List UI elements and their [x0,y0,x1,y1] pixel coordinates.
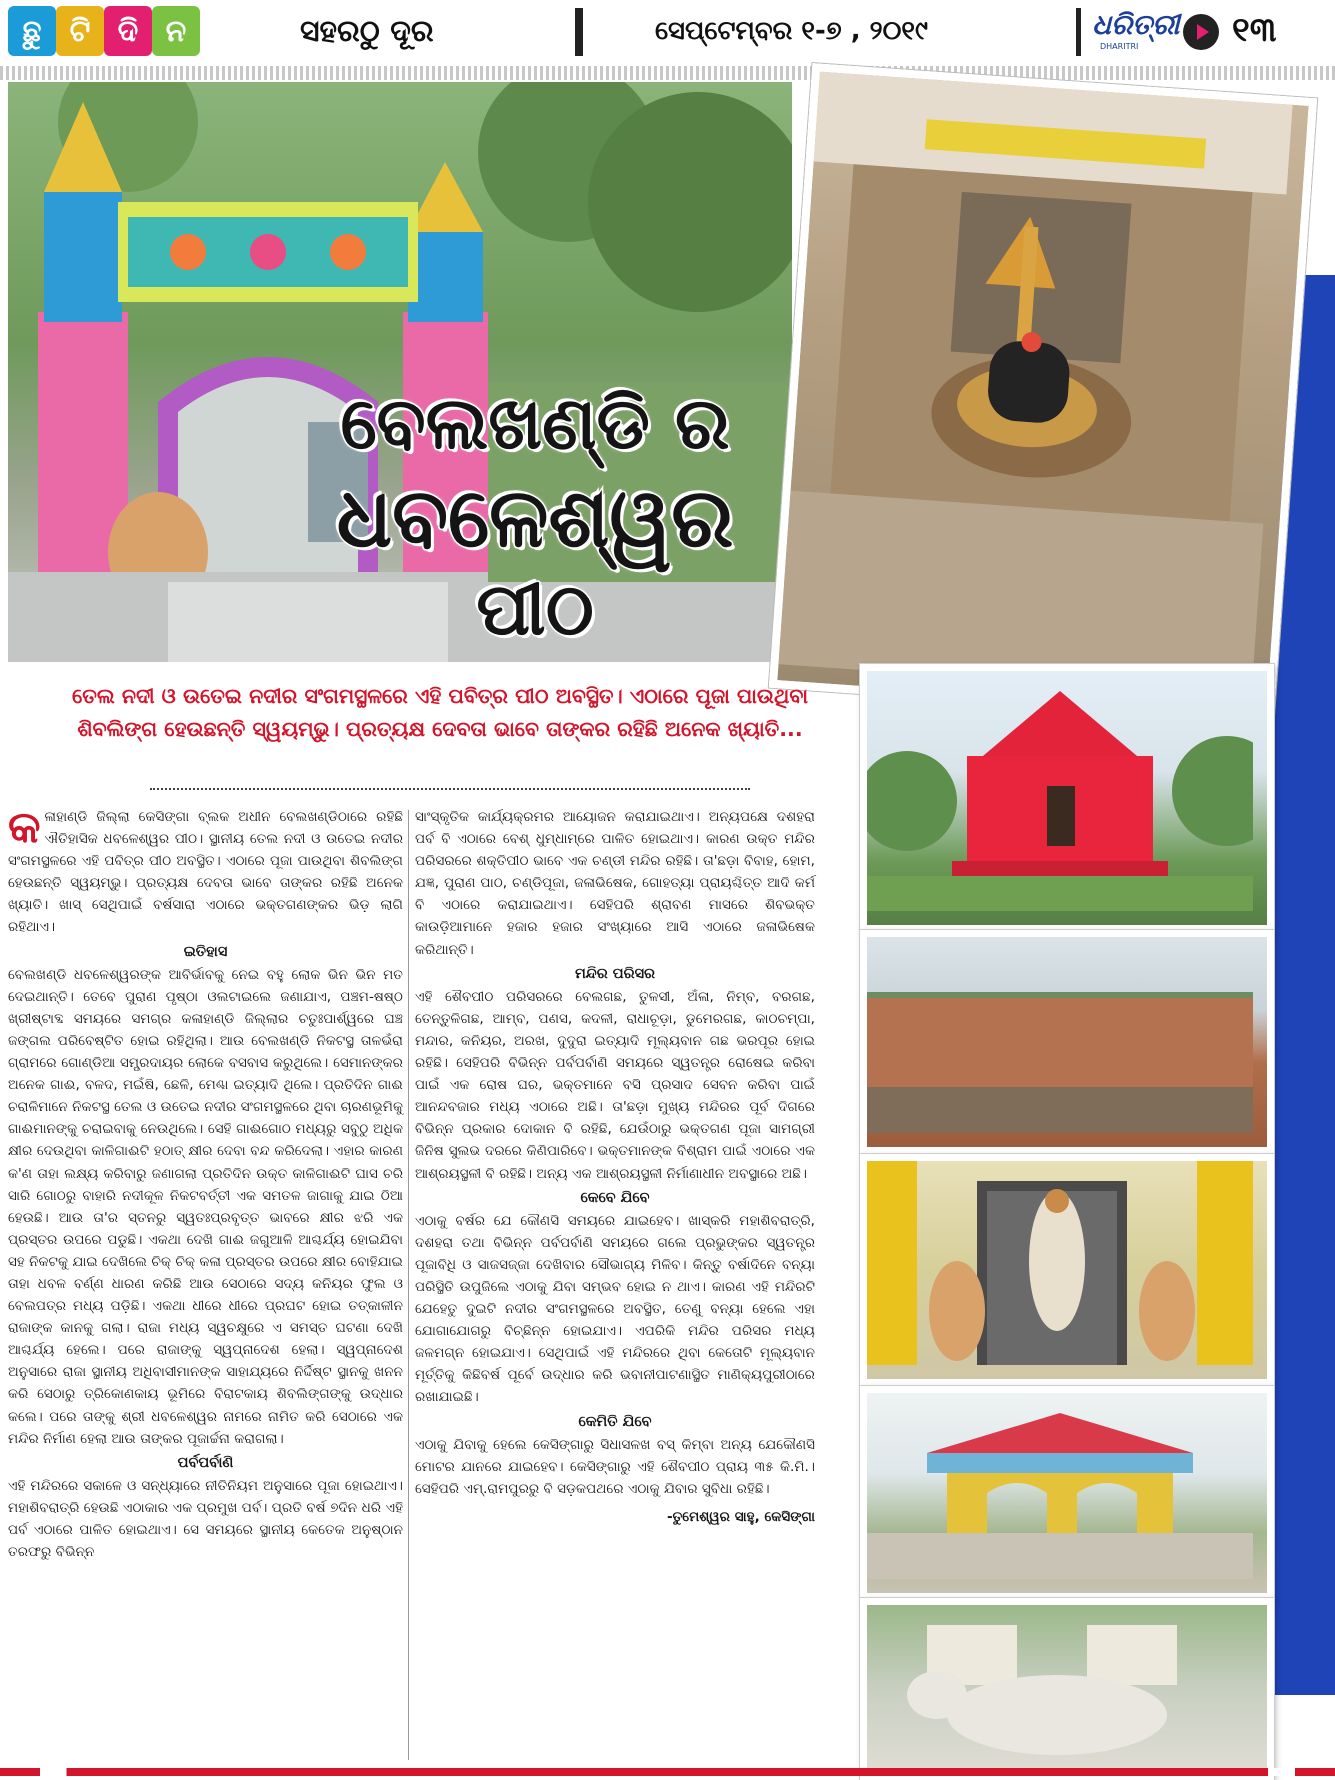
column-divider [408,810,409,1760]
history-paragraph: ବେଲଖଣ୍ଡି ଧବଳେଶ୍ୱରଙ୍କ ଆବିର୍ଭାବକୁ ନେଇ ବହୁ ଲୋକ ଭିନ ଭିନ ମତ ଦେଇଥାନ୍ତି। ତେବେ ପୁରାଣ ପୃଷ୍ଠା ଓଲଟାଇଲେ ଜଣାଯାଏ, ପଞ୍ଚମ-ଷଷ୍ଠ ଖ୍ରୀଷ୍ଟାବ୍ଦ ସମୟରେ ସମଗ୍ର କଳାହାଣ୍ଡି ଜିଲ୍ଲାର ଚତୁଃପାର୍ଶ୍ୱରେ ଘଞ୍ଚ ଜଙ୍ଗଲ ପରିବେଷ୍ଟିତ ହୋଇ ରହିଥିଲା। ଆଉ ବେଲଖଣ୍ଡି ନିକଟସ୍ଥ ତାଳଭଁରା ଗ୍ରାମରେ ଗୋଣ୍ଡିଆ ସମ୍ପ୍ରଦାୟର ଲୋକେ ବସବାସ କରୁଥିଲେ। ସେମାନଙ୍କର ଅନେକ ଗାଈ, ବଳଦ, ମଇଁଷି, ଛେଳି, ମେଣ୍ଢା ଇତ୍ୟାଦି ଥିଲେ। ପ୍ରତିଦିନ ଗାଈ ଚରାଳିମାନେ ନିକଟସ୍ଥ ତେଲ ଓ ଉତେଇ ନଦୀର ସଂଗମସ୍ଥଳରେ ଥିବା ଚାରଣଭୂମିକୁ ଗାଈମାନଙ୍କୁ ଚରାଇବାକୁ ନେଉଥିଲେ। ସେହି ଗାଈଗୋଠ ମଧ୍ୟରୁ ସବୁଠୁ ଅଧିକ କ୍ଷୀର ଦେଉଥିବା କାଳିଗାଈଟି ହଠାତ୍ କ୍ଷୀର ଦେବା ବନ୍ଦ କରିଦେଲା। ଏହାର କାରଣ କ'ଣ ତାହା ଲକ୍ଷ୍ୟ କରିବାରୁ ଜଣାଗଲା ପ୍ରତିଦିନ ଉକ୍ତ କାଳିଗାଈଟି ଘାସ ଚରି ସାରି ଗୋଠରୁ ବାହାରି ନଦୀକୂଳ ନିକଟବର୍ତ୍ତୀ ଏକ ସମତଳ ଜାଗାକୁ ଯାଇ ଠିଆ ହେଉଛି। ଆଉ ତା'ର ସ୍ତନରୁ ସ୍ୱତଃପ୍ରବୃତ୍ତ ଭାବରେ କ୍ଷୀର ଝରି ଏକ ପ୍ରସ୍ତର ଉପରେ ପଡୁଛି। ଏକଥା ଦେଖି ଗାଈ ଜଗୁଆଳି ଆଶ୍ଚର୍ଯ୍ୟ ହୋଇଯିବା ସହ ନିକଟକୁ ଯାଇ ଦେଖିଲେ ଚିକ୍ ଚିକ୍ କଳା ପ୍ରସ୍ତର ଉପରେ କ୍ଷୀର ବୋହିଯାଇ ତାହା ଧବଳ ବର୍ଣ୍ଣ ଧାରଣ କରିଛି ଆଉ ସେଠାରେ ସଦ୍ୟ କନିୟର ଫୁଲ ଓ ବେଲପତ୍ର ମଧ୍ୟ ପଡ଼ିଛି। ଏକଥା ଧୀରେ ଧୀରେ ପ୍ରଘଟ ହୋଇ ତତ୍କାଳୀନ ରାଜାଙ୍କ କାନକୁ ଗଲା। ରାଜା ମଧ୍ୟ ସ୍ୱଚକ୍ଷୁରେ ଏ ସମସ୍ତ ଘଟଣା ଦେଖି ଆଶ୍ଚର୍ଯ୍ୟ ହେଲେ। ପରେ ରାଜାଙ୍କୁ ସ୍ୱପ୍ନାଦେଶ ହେଲା। ସ୍ୱପ୍ନାଦେଶ ଅନୁସାରେ ରାଜା ସ୍ଥାନୀୟ ଅଧିବାସୀମାନଙ୍କ ସାହାଯ୍ୟରେ ନିର୍ଦ୍ଦିଷ୍ଟ ସ୍ଥାନକୁ ଖନନ କରି ସେଠାରୁ ତ୍ରିକୋଣକାୟ ଭୂମିରେ ବିରାଟକାୟ ଶିବଲିଙ୍ଗଙ୍କୁ ଉଦ୍ଧାର କଲେ। ପରେ ତାଙ୍କୁ ଶ୍ରୀ ଧବଳେଶ୍ୱର ନାମରେ ନାମିତ କରି ସେଠାରେ ଏକ ମନ୍ଦିର ନିର୍ମାଣ ହେଲା ଆଉ ତାଙ୍କର ପୂଜାର୍ଚ୍ଚନା କରାଗଲା। [8,966,403,1447]
subhead-premises: ମନ୍ଦିର ପରିସର [574,965,656,982]
dotted-divider [150,788,750,790]
article-column-middle [415,806,815,1528]
premises-paragraph: ଏହି ଶୈବପୀଠ ପରିସରରେ ବେଲଗଛ, ତୁଳସୀ, ଅଁଳା, ନିମ୍ବ, ବରଗଛ, ତେନ୍ତୁଳିଗଛ, ଆମ୍ବ, ପଣସ, କଦଳୀ, ରାଧାଚୂଡ଼ା, ଡୁମେରଗଛ, କାଠଚମ୍ପା, ମନ୍ଦାର, କନିୟର, ଅରଖ, ଦୁଦୁରା ଇତ୍ୟାଦି ମୂଲ୍ୟବାନ ଗଛ ଭରପୂର ହୋଇ ରହିଛି। ସେହିପରି ବିଭିନ୍ନ ପର୍ବପର୍ବାଣି ସମୟରେ ସ୍ୱତନ୍ତ୍ର ରୋଷେଇ କରିବା ପାଇଁ ଏକ ରୋଷ ଘର, ଭକ୍ତମାନେ ବସି ପ୍ରସାଦ ସେବନ କରିବା ପାଇଁ ଆନନ୍ଦବଜାର ମଧ୍ୟ ଏଠାରେ ଅଛି। ତା'ଛଡ଼ା ମୁଖ୍ୟ ମନ୍ଦିରର ପୂର୍ବ ଦିଗରେ ବିଭିନ୍ନ ପ୍ରକାର ଦୋକାନ ବି ରହିଛି, ଯେଉଁଠାରୁ ଭକ୍ତଗଣ ପୂଜା ସାମଗ୍ରୀ ଜିନିଷ ସୁଲଭ ଦରରେ କିଣିପାରିବେ। ଭକ୍ତମାନଙ୍କ ବିଶ୍ରାମ ପାଇଁ ଏଠାରେ ଏକ ଆଶ୍ରୟସ୍ଥଳୀ ବି ରହିଛି। ଅନ୍ୟ ଏକ ଆଶ୍ରୟସ୍ଥଳୀ ନିର୍ମାଣାଧୀନ ଅବସ୍ଥାରେ ଅଛି। [415,988,815,1182]
header-rule [0,66,1335,80]
header-divider [575,8,583,56]
byline: -ତୁମେଶ୍ୱର ସାହୁ, କେସିଙ୍ଗା [666,1508,815,1525]
brand-letter: ନ [152,6,200,56]
headline-line-3: ପୀଠ [476,566,594,651]
headline-line-1: ବେଲଖଣ୍ଡି ର [340,380,730,465]
brand-letter: ଟି [56,6,104,56]
intro-text: ଳାହାଣ୍ଡି ଜିଲ୍ଲା କେସିଙ୍ଗା ବ୍ଲକ ଅଧୀନ ବେଲଖଣ୍ଡିଠାରେ ରହିଛି ଐତିହାସିକ ଧବଳେଶ୍ୱର ପୀଠ। ସ୍ଥାନୀୟ ତେଲ ନଦୀ ଓ ଉତେଇ ନଦୀର ସଂଗମସ୍ଥଳରେ ଏହି ପବିତ୍ର ପୀଠ ଅବସ୍ଥିତ। ଏଠାରେ ପୂଜା ପାଉଥିବା ଶିବଲିଙ୍ଗ ହେଉଛନ୍ତି ସ୍ୱୟମ୍ଭୁ। ପ୍ରତ୍ୟକ୍ଷ ଦେବତା ଭାବେ ତାଙ୍କର ରହିଛି ଅନେକ ଖ୍ୟାତି। ଖାସ୍ ସେଥିପାଇଁ ବର୍ଷସାରା ଏଠାରେ ଭକ୍ତଗଣଙ୍କର ଭିଡ଼ ଲାଗି ରହିଥାଏ। [8,809,403,936]
section-title: ସହରଠୁ ଦୂର [300,14,434,49]
shivalinga-shrine-photo [769,63,1317,723]
article-subheading: ତେଲ ନଦୀ ଓ ଉତେଇ ନଦୀର ସଂଗମସ୍ଥଳରେ ଏହି ପବିତ୍ର ପୀଠ ଅବସ୍ଥିତ। ଏଠାରେ ପୂଜା ପାଉଥିବା ଶିବଲିଙ୍ଗ ହେଉଛନ୍ତି ସ୍ୱୟମ୍ଭୁ। ପ୍ରତ୍ୟକ୍ଷ ଦେବତା ଭାବେ ତାଙ୍କର ରହିଛି ଅନେକ ଖ୍ୟାତି... [71,684,808,741]
when-paragraph: ଏଠାକୁ ବର୍ଷର ଯେ କୌଣସି ସମୟରେ ଯାଇହେବ। ଖାସ୍‌କରି ମହାଶିବରାତ୍ରି, ଦଶହରା ତଥା ବିଭିନ୍ନ ପର୍ବପର୍ବାଣି ସମୟରେ ଗଲେ ପ୍ରଭୁଙ୍କର ସ୍ୱତନ୍ତ୍ର ପୂଜାବିଧି ଓ ସାଜସଜ୍ଜା ଦେଖିବାର ସୌଭାଗ୍ୟ ମିଳିବ। କିନ୍ତୁ ବର୍ଷାଦିନେ ବନ୍ୟା ପରିସ୍ଥିତି ଉପୁଜିଲେ ଏଠାକୁ ଯିବା ସମ୍ଭବ ହୋଇ ନ ଥାଏ। କାରଣ ଏହି ମନ୍ଦିରଟି ଯେହେତୁ ଦୁଇଟି ନଦୀର ସଂଗମସ୍ଥଳରେ ଅବସ୍ଥିତ, ତେଣୁ ବନ୍ୟା ହେଲେ ଏହା ଯୋଗାଯୋଗରୁ ବିଚ୍ଛିନ୍ନ ହୋଇଯାଏ। ଏପରିକି ମନ୍ଦିର ପରିସର ମଧ୍ୟ ଜଳମଗ୍ନ ହୋଇଯାଏ। ସେଥିପାଇଁ ଏହି ମନ୍ଦିରରେ ଥିବା କେତୋଟି ମୂଲ୍ୟବାନ ମୂର୍ତ୍ତିକୁ କିଛିବର୍ଷ ପୂର୍ବେ ଉଦ୍ଧାର କରି ଭବାନୀପାଟଣାସ୍ଥିତ ମାଣିକ୍ୟପୁରୀଠାରେ ରଖାଯାଇଛି। [415,1212,815,1406]
headline-line-2: ଧବଳେଶ୍ୱର [336,470,734,566]
brand-letter: ଛୁ [8,6,56,56]
issue-date: ସେପ୍ଟେମ୍ବର ୧-୭ , ୨୦୧୯ [655,16,928,46]
header-divider [1076,8,1081,56]
shrine-entrance-photo [860,1154,1274,1386]
subhead-history: ଇତିହାସ [183,943,228,960]
intro-paragraph [8,802,403,939]
footer-bar [0,1768,1335,1776]
nandi-statue-photo [860,1598,1274,1780]
newspaper-logo: ଧରିତ୍ରୀ [1092,8,1180,41]
festival-continued-paragraph: ସାଂସ୍କୃତିକ କାର୍ଯ୍ୟକ୍ରମର ଆୟୋଜନ କରାଯାଇଥାଏ। ଅନ୍ୟପକ୍ଷେ ଦଶହରା ପର୍ବ ବି ଏଠାରେ ବେଶ୍ ଧୁମ୍‌ଧାମ୍‌ରେ ପାଳିତ ହୋଇଥାଏ। କାରଣ ଉକ୍ତ ମନ୍ଦିର ପରିସରରେ ଶକ୍ତିପୀଠ ଭାବେ ଏକ ଚଣ୍ଡୀ ମନ୍ଦିର ରହିଛି। ତା'ଛଡ଼ା ବିବାହ, ହୋମ, ଯଜ୍ଞ, ପୁରାଣ ପାଠ, ଚଣ୍ଡିପୂଜା, ଜଳାଭିଷେକ, ଗୋହତ୍ୟା ପ୍ରାୟଶ୍ଚିତ୍ତ ଆଦି କର୍ମ ବି ଏଠାରେ କରାଯାଇଥାଏ। ସେହିପରି ଶ୍ରାବଣ ମାସରେ ଶିବଭକ୍ତ କାଉଡ଼ିଆମାନେ ହଜାର ହଜାର ସଂଖ୍ୟାରେ ଆସି ଏଠାରେ ଜଳାଭିଷେକ କରିଥାନ୍ତି। [415,809,815,958]
article-column-left [8,802,403,1563]
newspaper-logo-subtext: DHARITRI [1100,42,1139,51]
festival-paragraph: ଏହି ମନ୍ଦିରରେ ସକାଳେ ଓ ସନ୍ଧ୍ୟାରେ ନୀତିନିୟମ ଅନୁସାରେ ପୂଜା ହୋଇଥାଏ। ମହାଶିବରାତ୍ରି ହେଉଛି ଏଠାକାର ଏକ ପ୍ରମୁଖ ପର୍ବ। ପ୍ରତି ବର୍ଷ ୭ଦିନ ଧରି ଏହି ପର୍ବ ଏଠାରେ ପାଳିତ ହୋଇଥାଏ। ସେ ସମୟରେ ସ୍ଥାନୀୟ କେତେକ ଅନୁଷ୍ଠାନ ତରଫରୁ ବିଭିନ୍ନ [8,1477,403,1561]
pavilion-photo [860,1386,1274,1600]
river-confluence-photo [860,930,1274,1154]
red-temple-photo [860,664,1274,932]
play-icon [1183,14,1219,50]
subhead-festival: ପର୍ବପର୍ବାଣି [177,1454,234,1471]
dropcap: କ [8,802,41,853]
how-paragraph: ଏଠାକୁ ଯିବାକୁ ହେଲେ କେସିଙ୍ଗାରୁ ସିଧାସଳଖ ବସ୍ କିମ୍ବା ଅନ୍ୟ ଯେକୌଣସି ମୋଟର ଯାନରେ ଯାଇହେବ। କେସିଙ୍ଗାରୁ ଏହି ଶୈବପୀଠ ପ୍ରାୟ ୩୫ କି.ମି.। ସେହିପରି ଏମ୍.ରାମପୁରରୁ ବି ସଡ଼କପଥରେ ଏଠାକୁ ଯିବାର ସୁବିଧା ରହିଛି। [415,1436,815,1497]
subhead-when: କେବେ ଯିବେ [580,1189,650,1206]
brand-letter: ଦି [104,6,152,56]
page-number: ୧୩ [1232,10,1277,50]
subhead-how: କେମିତି ଯିବେ [578,1413,652,1430]
